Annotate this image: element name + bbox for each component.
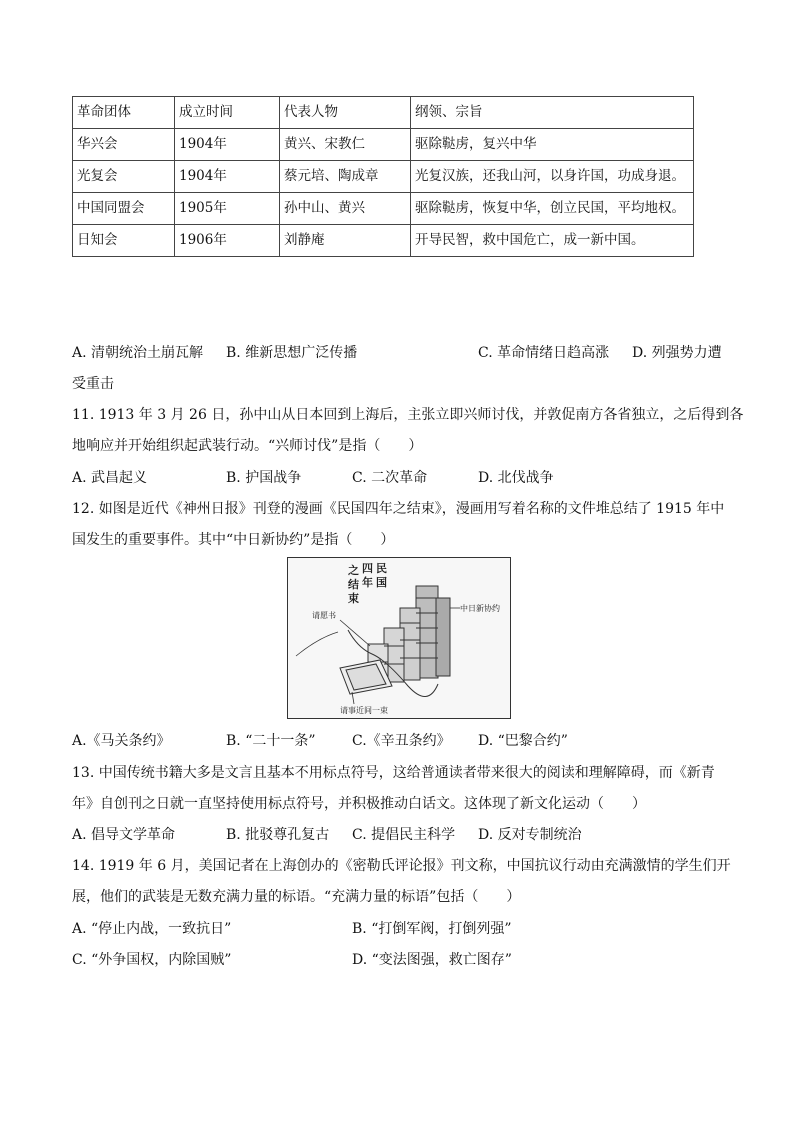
table-cell: 黄兴、宋教仁 <box>280 129 411 161</box>
revolutionary-groups-table <box>72 96 694 257</box>
table-cell: 光复汉族，还我山河，以身许国，功成身退。 <box>411 161 694 193</box>
table-row <box>73 129 694 161</box>
figure-title-char: 年 <box>362 576 373 589</box>
table-cell: 1904年 <box>175 129 280 161</box>
table-cell: 孙中山、黄兴 <box>280 193 411 225</box>
q14-option-d: D. “变法图强，救亡图存” <box>352 952 512 968</box>
q12-stem-line2: 国发生的重要事件。其中“中日新协约”是指（ ） <box>72 532 395 548</box>
q13-stem-line1: 13. 中国传统书籍大多是文言且基本不用标点符号，这给普通读者带来很大的阅读和理解障碍，而《新青 <box>72 765 715 781</box>
q12-option-a: A.《马关条约》 <box>72 733 171 749</box>
q11-stem-line1: 11. 1913 年 3 月 26 日，孙中山从日本回到上海后，主张立即兴师讨伐，并敦促南方各省独立，之后得到各 <box>72 407 744 423</box>
q11-stem-line2: 地响应并开始组织起武装行动。“兴师讨伐”是指（ ） <box>72 438 423 454</box>
q10-option-b: B. 维新思想广泛传播 <box>226 345 358 361</box>
q11-option-c: C. 二次革命 <box>352 470 428 486</box>
table-header-cell: 代表人物 <box>280 97 411 129</box>
q14-option-c: C. “外争国权，内除国贼” <box>72 952 232 968</box>
q13-option-d: D. 反对专制统治 <box>478 827 582 843</box>
q10-option-d-continued: 受重击 <box>72 376 114 392</box>
q14-option-b: B. “打倒军阀，打倒列强” <box>352 921 512 937</box>
q11-option-d: D. 北伐战争 <box>478 470 554 486</box>
figure-title-char: 民 <box>376 562 387 575</box>
q10-option-a: A. 清朝统治土崩瓦解 <box>72 345 204 361</box>
figure-title-char: 之 <box>348 564 359 577</box>
figure-label-right: 中日新协约 <box>460 604 500 613</box>
q14-option-a: A. “停止内战，一致抗日” <box>72 921 232 937</box>
q12-option-b: B. “二十一条” <box>226 733 316 749</box>
table-cell: 中国同盟会 <box>73 193 175 225</box>
table-cell: 刘静庵 <box>280 225 411 257</box>
table-cell: 1905年 <box>175 193 280 225</box>
table-cell: 驱除鞑虏，恢复中华，创立民国，平均地权。 <box>411 193 694 225</box>
q10-option-c: C. 革命情绪日趋高涨 <box>478 345 610 361</box>
q13-option-c: C. 提倡民主科学 <box>352 827 456 843</box>
table-cell: 华兴会 <box>73 129 175 161</box>
q14-stem-line1: 14. 1919 年 6 月，美国记者在上海创办的《密勒氏评论报》刊文称，中国抗议行动由充满激情的学生们开 <box>72 858 731 874</box>
q14-stem-line2: 展，他们的武装是无数充满力量的标语。“充满力量的标语”包括（ ） <box>72 889 521 905</box>
table-cell: 蔡元培、陶成章 <box>280 161 411 193</box>
figure-title-char: 四 <box>362 562 373 575</box>
figure-title-char: 结 <box>348 578 359 591</box>
figure-label-left: 请愿书 <box>312 611 336 620</box>
cartoon-figure <box>287 557 511 719</box>
figure-title-char: 束 <box>348 592 359 605</box>
q13-option-a: A. 倡导文学革命 <box>72 827 176 843</box>
q13-option-b: B. 批驳尊孔复古 <box>226 827 330 843</box>
q11-option-b: B. 护国战争 <box>226 470 302 486</box>
table-header-cell: 成立时间 <box>175 97 280 129</box>
table-cell: 光复会 <box>73 161 175 193</box>
table-row <box>73 161 694 193</box>
table-cell: 1906年 <box>175 225 280 257</box>
table-cell: 开导民智，救中国危亡，成一新中国。 <box>411 225 694 257</box>
q12-option-c: C.《辛丑条约》 <box>352 733 451 749</box>
table-row <box>73 225 694 257</box>
figure-label-bottom: 请事近间一束 <box>340 706 388 715</box>
table-header-row <box>73 97 694 129</box>
table-cell: 日知会 <box>73 225 175 257</box>
figure-title-char: 国 <box>376 576 387 589</box>
table-cell: 驱除鞑虏，复兴中华 <box>411 129 694 161</box>
q13-stem-line2: 年》自创刊之日就一直坚持使用标点符号，并积极推动白话文。这体现了新文化运动（ ） <box>72 796 646 812</box>
table-header-cell: 革命团体 <box>73 97 175 129</box>
q11-option-a: A. 武昌起义 <box>72 470 148 486</box>
q10-option-d: D. 列强势力遭 <box>632 345 722 361</box>
q12-stem-line1: 12. 如图是近代《神州日报》刊登的漫画《民国四年之结束》，漫画用写着名称的文件堆总结了 1915 年中 <box>72 501 725 517</box>
table-header-cell: 纲领、宗旨 <box>411 97 694 129</box>
table-row <box>73 193 694 225</box>
q12-option-d: D. “巴黎合约” <box>478 733 568 749</box>
cartoon-illustration <box>288 558 510 718</box>
table-cell: 1904年 <box>175 161 280 193</box>
